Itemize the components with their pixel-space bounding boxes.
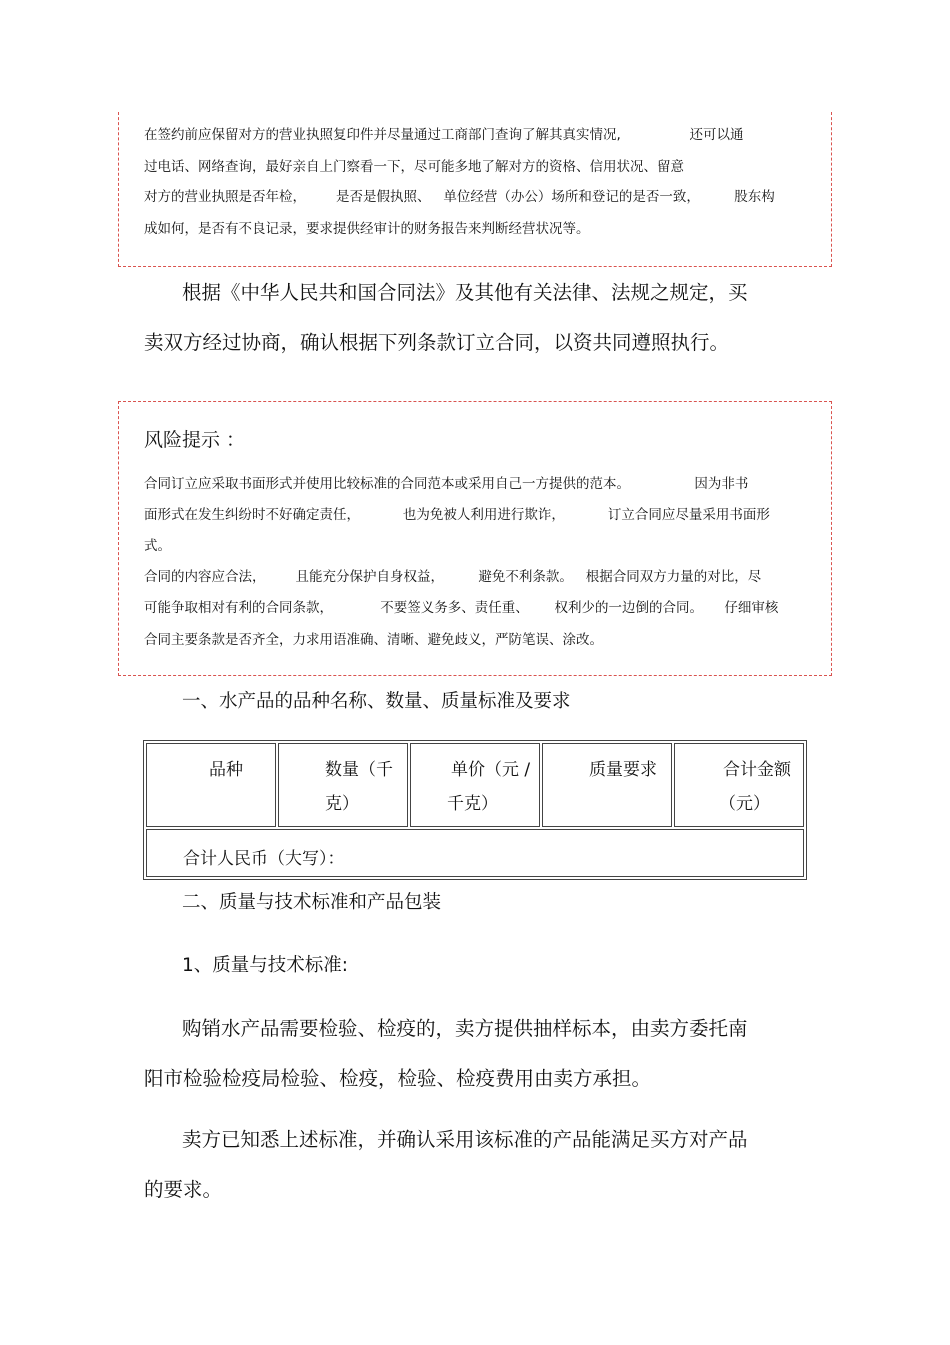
para1-line: 购销水产品需要检验、检疫的，卖方提供抽样标本，由卖方委托南 <box>182 1017 748 1040</box>
box1-line: 在签约前应保留对方的营业执照复印件并尽量通过工商部门查询了解其真实情况, 还可以通 <box>144 127 744 143</box>
para2-line: 的要求。 <box>144 1178 223 1201</box>
header-text: 千克） <box>447 794 498 814</box>
section2-heading: 二、质量与技术标准和产品包装 <box>182 892 442 913</box>
box2-line: 合同的内容应合法， 且能充分保护自身权益， 避免不利条款。 根据合同双方力量的对比，尽 <box>144 569 762 585</box>
header-total-amount <box>674 743 804 827</box>
box2-line: 合同主要条款是否齐全，力求用语准确、清晰、避免歧义，严防笔误、涂改。 <box>144 632 603 648</box>
box1-line: 对方的营业执照是否年检， 是否是假执照、 单位经营（办公）场所和登记的是否一致， 股东构 <box>144 189 775 205</box>
para1-line: 阳市检验检疫局检验、检疫，检验、检疫费用由卖方承担。 <box>144 1067 652 1090</box>
box2-line: 式。 <box>144 538 171 554</box>
para2-line: 卖方已知悉上述标准，并确认采用该标准的产品能满足买方对产品 <box>182 1128 748 1151</box>
box1-line: 过电话、网络查询，最好亲自上门察看一下，尽可能多地了解对方的资格、信用状况、留意 <box>144 159 684 175</box>
total-cell <box>146 829 804 877</box>
intro-line: 根据《中华人民共和国合同法》及其他有关法律、法规之规定，买 <box>182 281 748 304</box>
header-text: （元） <box>719 794 770 814</box>
box2-line: 面形式在发生纠纷时不好确定责任， 也为免被人利用进行欺诈， 订立合同应尽量采用书面形 <box>144 507 770 523</box>
header-quantity <box>278 743 408 827</box>
header-text: 单价（元 / <box>451 760 531 780</box>
table-total-row <box>146 829 804 877</box>
intro-line: 卖双方经过协商，确认根据下列条款订立合同，以资共同遵照执行。 <box>144 331 730 354</box>
header-quality <box>542 743 672 827</box>
header-text: 数量（千 <box>325 760 393 780</box>
header-unit-price <box>410 743 540 827</box>
header-text: 质量要求 <box>589 760 657 780</box>
header-text: 品种 <box>209 760 243 780</box>
section2-1-heading: 1、质量与技术标准: <box>182 955 349 976</box>
header-text: 合计金额 <box>723 760 791 780</box>
header-variety <box>146 743 276 827</box>
product-table <box>143 740 807 880</box>
total-label: 合计人民币（大写）： <box>183 849 345 869</box>
table-header-row <box>146 743 804 827</box>
header-text: 克） <box>325 794 359 814</box>
box2-line: 可能争取相对有利的合同条款， 不要签义务多、责任重、 权利少的一边倒的合同。 仔细审核 <box>144 600 779 616</box>
risk-tip-title: 风险提示 ： <box>144 429 246 451</box>
box2-line: 合同订立应采取书面形式并使用比较标准的合同范本或采用自己一方提供的范本。 因为非书 <box>144 476 749 492</box>
box1-line: 成如何，是否有不良记录，要求提供经审计的财务报告来判断经营状况等。 <box>144 221 590 237</box>
section1-heading: 一、水产品的品种名称、数量、质量标准及要求 <box>182 691 571 712</box>
